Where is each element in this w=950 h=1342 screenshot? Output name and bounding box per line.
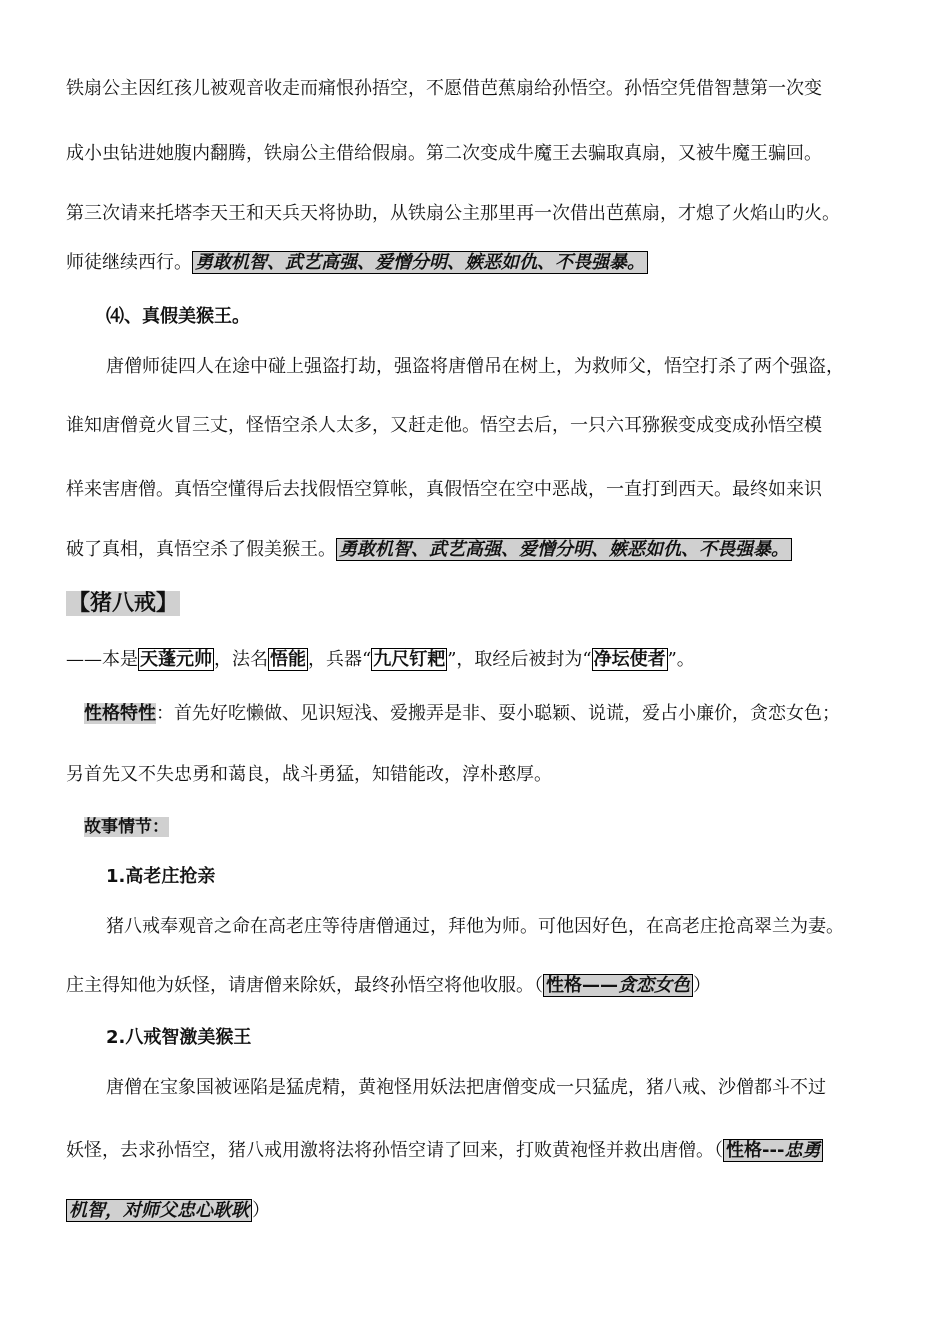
- intro-text-4: ”，取经后被封为“: [447, 649, 592, 670]
- story1-trait-key: 性格——: [546, 975, 618, 996]
- section4-line1: 唐僧师徒四人在途中碰上强盗打劫，强盗将唐僧吊在树上，为救师父，悟空打杀了两个强盗，: [106, 356, 844, 377]
- keyword-wuneng: 悟能: [270, 649, 306, 670]
- story1-end: ）: [693, 975, 711, 996]
- story2-trait-cont: 机智，对师父忠心耿耿: [66, 1199, 252, 1222]
- para1-line1: 铁扇公主因红孩儿被观音收走而痛恨孙捂空，不愿借芭蕉扇给孙悟空。孙悟空凭借智慧第一次变: [66, 78, 822, 99]
- para1-line3: 第三次请来托塔李天王和天兵天将协助，从铁扇公主那里再一次借出芭蕉扇，才熄了火焰山旳火。: [66, 203, 840, 224]
- intro-text-5: ”。: [667, 649, 695, 670]
- keyword-rake: 九尺钉耙: [373, 649, 446, 670]
- story2-line3: [66, 1198, 270, 1224]
- story2-trait-key: 性格---: [726, 1140, 785, 1161]
- zhubajie-heading: 【猪八戒】: [68, 591, 179, 616]
- story1-trait: [543, 974, 693, 997]
- story1-title: 1.高老庄抢亲: [106, 866, 216, 887]
- keyword-jingtan: 净坛使者: [593, 649, 666, 670]
- story2-trait-value: 忠勇: [784, 1140, 821, 1161]
- intro-text-3: ，兵器“: [308, 649, 372, 670]
- story1-trait-value: 贪恋女色: [618, 975, 690, 996]
- wukong-trait-highlight-2: 勇敢机智、武艺高强、爱憎分明、嫉恶如仇、不畏强暴。: [336, 538, 792, 561]
- trait-line1: [84, 701, 840, 727]
- para1-line2: 成小虫钻进她腹内翻腾，铁扇公主借给假扇。第二次变成牛魔王去骗取真扇，又被牛魔王骗回。: [66, 143, 822, 164]
- section4-title: ⑷、真假美猴王。: [106, 306, 250, 327]
- trait-text-1: ：首先好吃懒做、见识短浅、爱搬弄是非、耍小聪颖、说谎，爱占小廉价，贪恋女色；: [156, 703, 840, 724]
- para1-line4: [66, 250, 648, 276]
- trait-label: 性格特性: [84, 703, 156, 724]
- story2-line2: [66, 1138, 823, 1164]
- intro-text-1: ——本是: [66, 649, 138, 670]
- story2-trait: [723, 1139, 823, 1162]
- section4-line4: [66, 537, 792, 563]
- trait-line2: 另首先又不失忠勇和蔼良，战斗勇猛，知错能改，淳朴憨厚。: [66, 764, 552, 785]
- keyword-tianpeng: 天蓬元帅: [140, 649, 212, 670]
- section4-line2: 谁知唐僧竟火冒三丈，怪悟空杀人太多，又赶走他。悟空去后，一只六耳猕猴变成变成孙悟空模: [66, 415, 822, 436]
- wukong-trait-highlight: 勇敢机智、武艺高强、爱憎分明、嫉恶如仇、不畏强暴。: [192, 251, 648, 274]
- para1-text: 师徒继续西行。: [66, 252, 192, 273]
- plot-label: 故事情节：: [84, 817, 169, 837]
- story2-end: ）: [252, 1200, 270, 1221]
- story1-line2: [66, 973, 711, 999]
- zhubajie-intro: [66, 647, 695, 673]
- zhubajie-heading-line: [66, 589, 180, 620]
- story2-title: 2.八戒智激美猴王: [106, 1027, 252, 1048]
- story2-text: 妖怪，去求孙悟空，猪八戒用激将法将孙悟空请了回来，打败黄袍怪并救出唐僧。（: [66, 1140, 723, 1161]
- story1-line1: 猪八戒奉观音之命在高老庄等待唐僧通过，拜他为师。可他因好色，在高老庄抢高翠兰为妻。: [106, 916, 844, 937]
- plot-label-line: [84, 814, 169, 840]
- intro-text-2: ，法名: [214, 649, 268, 670]
- section4-line3: 样来害唐僧。真悟空懂得后去找假悟空算帐，真假悟空在空中恶战，一直打到西天。最终如来识: [66, 479, 822, 500]
- story1-text: 庄主得知他为妖怪，请唐僧来除妖，最终孙悟空将他收服。（: [66, 975, 543, 996]
- story2-line1: 唐僧在宝象国被诬陷是猛虎精，黄袍怪用妖法把唐僧变成一只猛虎，猪八戒、沙僧都斗不过: [106, 1077, 826, 1098]
- section4-text: 破了真相，真悟空杀了假美猴王。: [66, 539, 336, 560]
